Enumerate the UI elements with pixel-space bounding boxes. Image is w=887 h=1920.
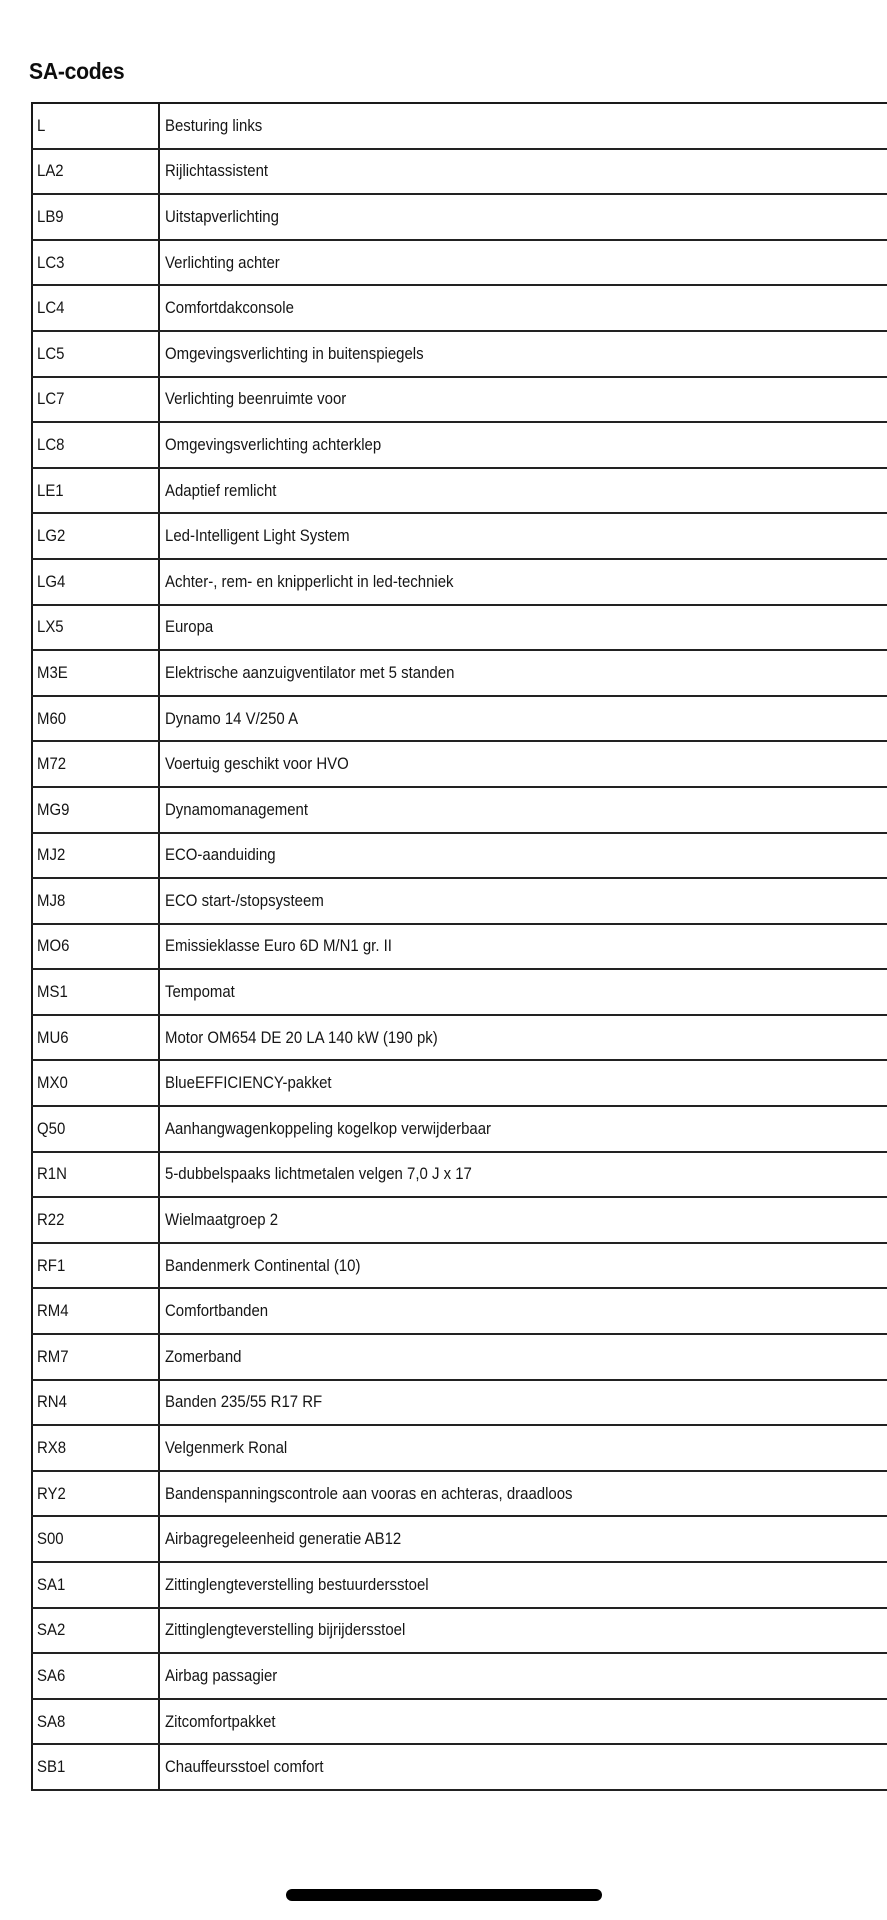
sa-code-cell — [32, 149, 159, 195]
sa-description-cell — [159, 1425, 887, 1471]
sa-code: MU6 — [37, 1027, 69, 1047]
table-row — [32, 1608, 887, 1654]
sa-description-cell — [159, 240, 887, 286]
sa-code-cell — [32, 1060, 159, 1106]
sa-code: M60 — [37, 708, 67, 728]
sa-description-cell — [159, 468, 887, 514]
table-row — [32, 1653, 887, 1699]
sa-code: RY2 — [37, 1483, 66, 1503]
sa-description: Bandenspanningscontrole aan vooras en achteras, draadloos — [165, 1483, 573, 1503]
sa-code: RF1 — [37, 1255, 66, 1275]
table-row — [32, 377, 887, 423]
sa-code: SA1 — [37, 1574, 66, 1594]
sa-code: SA6 — [37, 1665, 66, 1685]
sa-description-cell — [159, 1608, 887, 1654]
sa-code: M3E — [37, 662, 68, 682]
sa-description: Achter-, rem- en knipperlicht in led-techniek — [165, 571, 454, 591]
table-row — [32, 1197, 887, 1243]
sa-description: Airbag passagier — [165, 1665, 278, 1685]
table-row — [32, 1152, 887, 1198]
table-row — [32, 650, 887, 696]
sa-code: RM4 — [37, 1301, 69, 1321]
sa-description: Emissieklasse Euro 6D M/N1 gr. II — [165, 936, 392, 956]
sa-code-cell — [32, 1015, 159, 1061]
table-row — [32, 422, 887, 468]
sa-description: Elektrische aanzuigventilator met 5 standen — [165, 662, 455, 682]
sa-code: LC8 — [37, 434, 65, 454]
sa-code-cell — [32, 741, 159, 787]
sa-code-cell — [32, 1699, 159, 1745]
sa-description: Wielmaatgroep 2 — [165, 1210, 279, 1230]
sa-description: Zomerband — [165, 1346, 242, 1366]
sa-code-cell — [32, 1334, 159, 1380]
table-row — [32, 1060, 887, 1106]
sa-code-cell — [32, 969, 159, 1015]
sa-description: Motor OM654 DE 20 LA 140 kW (190 pk) — [165, 1027, 438, 1047]
sa-description: Airbagregeleenheid generatie AB12 — [165, 1529, 402, 1549]
table-row — [32, 285, 887, 331]
sa-code-cell — [32, 878, 159, 924]
sa-code-cell — [32, 422, 159, 468]
sa-description-cell — [159, 833, 887, 879]
sa-code-cell — [32, 1106, 159, 1152]
table-row — [32, 240, 887, 286]
sa-code: MO6 — [37, 936, 70, 956]
sa-description: Zitcomfortpakket — [165, 1711, 276, 1731]
sa-description-cell — [159, 1334, 887, 1380]
table-row — [32, 1243, 887, 1289]
sa-code-cell — [32, 1152, 159, 1198]
sa-code-cell — [32, 787, 159, 833]
sa-code-cell — [32, 1744, 159, 1790]
sa-codes-table-body — [32, 103, 887, 1790]
sa-description: Velgenmerk Ronal — [165, 1438, 288, 1458]
table-row — [32, 605, 887, 651]
sa-description-cell — [159, 513, 887, 559]
table-row — [32, 1516, 887, 1562]
sa-description-cell — [159, 696, 887, 742]
sa-description: ECO start-/stopsysteem — [165, 890, 324, 910]
sa-description-cell — [159, 1243, 887, 1289]
table-row — [32, 1380, 887, 1426]
sa-code: LX5 — [37, 617, 64, 637]
table-row — [32, 331, 887, 377]
sa-description-cell — [159, 741, 887, 787]
table-row — [32, 1106, 887, 1152]
sa-description-cell — [159, 559, 887, 605]
sa-code-cell — [32, 468, 159, 514]
home-indicator[interactable] — [286, 1889, 602, 1901]
sa-code-cell — [32, 285, 159, 331]
sa-description-cell — [159, 1060, 887, 1106]
sa-code: LC4 — [37, 298, 65, 318]
sa-description-cell — [159, 331, 887, 377]
sa-description: Europa — [165, 617, 214, 637]
sa-description: 5-dubbelspaaks lichtmetalen velgen 7,0 J x 17 — [165, 1164, 472, 1184]
sa-description-cell — [159, 1562, 887, 1608]
table-row — [32, 1744, 887, 1790]
sa-code-cell — [32, 1380, 159, 1426]
sa-description-cell — [159, 1015, 887, 1061]
sa-description: Zittinglengteverstelling bijrijdersstoel — [165, 1620, 406, 1640]
sa-description: Dynamomanagement — [165, 799, 309, 819]
table-row — [32, 1425, 887, 1471]
sa-code: LG4 — [37, 571, 66, 591]
sa-code: LC3 — [37, 252, 65, 272]
sa-description-cell — [159, 1653, 887, 1699]
sa-code-cell — [32, 1516, 159, 1562]
sa-code: SA2 — [37, 1620, 66, 1640]
sa-description-cell — [159, 149, 887, 195]
sa-description: Bandenmerk Continental (10) — [165, 1255, 361, 1275]
sa-code-cell — [32, 605, 159, 651]
sa-description: BlueEFFICIENCY-pakket — [165, 1073, 332, 1093]
table-row — [32, 1471, 887, 1517]
sa-description-cell — [159, 1106, 887, 1152]
table-row — [32, 833, 887, 879]
sa-code: RM7 — [37, 1346, 69, 1366]
sa-code-cell — [32, 103, 159, 149]
sa-description: Verlichting achter — [165, 252, 280, 272]
sa-code-cell — [32, 1471, 159, 1517]
sa-code: LB9 — [37, 206, 64, 226]
sa-description: Comfortdakconsole — [165, 298, 294, 318]
sa-code-cell — [32, 240, 159, 286]
sa-description: Rijlichtassistent — [165, 161, 269, 181]
sa-description-cell — [159, 924, 887, 970]
sa-code: L — [37, 115, 46, 135]
sa-description-cell — [159, 1744, 887, 1790]
table-row — [32, 194, 887, 240]
table-row — [32, 1699, 887, 1745]
sa-description-cell — [159, 285, 887, 331]
sa-code-cell — [32, 833, 159, 879]
table-row — [32, 1015, 887, 1061]
sa-code: R1N — [37, 1164, 67, 1184]
sa-description: Tempomat — [165, 982, 235, 1002]
table-row — [32, 741, 887, 787]
sa-description-cell — [159, 1197, 887, 1243]
sa-code: LC5 — [37, 343, 65, 363]
sa-description-cell — [159, 1288, 887, 1334]
sa-description: Banden 235/55 R17 RF — [165, 1392, 323, 1412]
sa-code: LG2 — [37, 526, 66, 546]
sa-code-cell — [32, 696, 159, 742]
sa-description-cell — [159, 103, 887, 149]
sa-code: SB1 — [37, 1757, 66, 1777]
sa-code: LE1 — [37, 480, 64, 500]
sa-description: Omgevingsverlichting in buitenspiegels — [165, 343, 424, 363]
sa-code-cell — [32, 1608, 159, 1654]
sa-description: Aanhangwagenkoppeling kogelkop verwijderbaar — [165, 1118, 492, 1138]
sa-code-cell — [32, 377, 159, 423]
table-row — [32, 1334, 887, 1380]
table-row — [32, 149, 887, 195]
sa-code: RN4 — [37, 1392, 67, 1412]
sa-code-cell — [32, 650, 159, 696]
sa-description: Omgevingsverlichting achterklep — [165, 434, 382, 454]
sa-code: Q50 — [37, 1118, 66, 1138]
sa-description-cell — [159, 377, 887, 423]
sa-description: ECO-aanduiding — [165, 845, 276, 865]
table-row — [32, 513, 887, 559]
sa-description-cell — [159, 605, 887, 651]
sa-code: RX8 — [37, 1438, 67, 1458]
sa-description-cell — [159, 1516, 887, 1562]
sa-description: Voertuig geschikt voor HVO — [165, 754, 349, 774]
sa-description-cell — [159, 194, 887, 240]
sa-code-cell — [32, 559, 159, 605]
sa-description: Zittinglengteverstelling bestuurdersstoel — [165, 1574, 429, 1594]
table-row — [32, 787, 887, 833]
table-row — [32, 468, 887, 514]
sa-code-cell — [32, 924, 159, 970]
sa-code: MG9 — [37, 799, 70, 819]
sa-description-cell — [159, 1699, 887, 1745]
sa-description-cell — [159, 422, 887, 468]
sa-code: LA2 — [37, 161, 64, 181]
sa-code-cell — [32, 1425, 159, 1471]
sa-code: MJ2 — [37, 845, 66, 865]
table-row — [32, 969, 887, 1015]
sa-code: MX0 — [37, 1073, 68, 1093]
sa-description-cell — [159, 1471, 887, 1517]
sa-description-cell — [159, 1380, 887, 1426]
sa-codes-table — [31, 102, 887, 1791]
sa-code-cell — [32, 1653, 159, 1699]
sa-description: Dynamo 14 V/250 A — [165, 708, 299, 728]
sa-code-cell — [32, 331, 159, 377]
table-row — [32, 103, 887, 149]
table-row — [32, 559, 887, 605]
sa-description: Besturing links — [165, 115, 263, 135]
sa-code-cell — [32, 194, 159, 240]
sa-description: Led-Intelligent Light System — [165, 526, 350, 546]
sa-description-cell — [159, 787, 887, 833]
sa-code: M72 — [37, 754, 67, 774]
sa-code: MS1 — [37, 982, 68, 1002]
sa-code-cell — [32, 513, 159, 559]
sa-code-cell — [32, 1197, 159, 1243]
sa-code-cell — [32, 1243, 159, 1289]
sa-description: Comfortbanden — [165, 1301, 269, 1321]
sa-description: Uitstapverlichting — [165, 206, 279, 226]
sa-code: LC7 — [37, 389, 65, 409]
table-row — [32, 696, 887, 742]
page-title: SA-codes — [29, 58, 125, 84]
sa-description-cell — [159, 650, 887, 696]
sa-code: R22 — [37, 1210, 65, 1230]
sa-description: Chauffeursstoel comfort — [165, 1757, 324, 1777]
sa-code: S00 — [37, 1529, 64, 1549]
sa-description: Verlichting beenruimte voor — [165, 389, 347, 409]
sa-description-cell — [159, 878, 887, 924]
sa-code: SA8 — [37, 1711, 66, 1731]
sa-code-cell — [32, 1288, 159, 1334]
table-row — [32, 1288, 887, 1334]
sa-description-cell — [159, 1152, 887, 1198]
table-row — [32, 1562, 887, 1608]
sa-code-cell — [32, 1562, 159, 1608]
table-row — [32, 924, 887, 970]
sa-description: Adaptief remlicht — [165, 480, 277, 500]
sa-code: MJ8 — [37, 890, 66, 910]
table-row — [32, 878, 887, 924]
sa-description-cell — [159, 969, 887, 1015]
